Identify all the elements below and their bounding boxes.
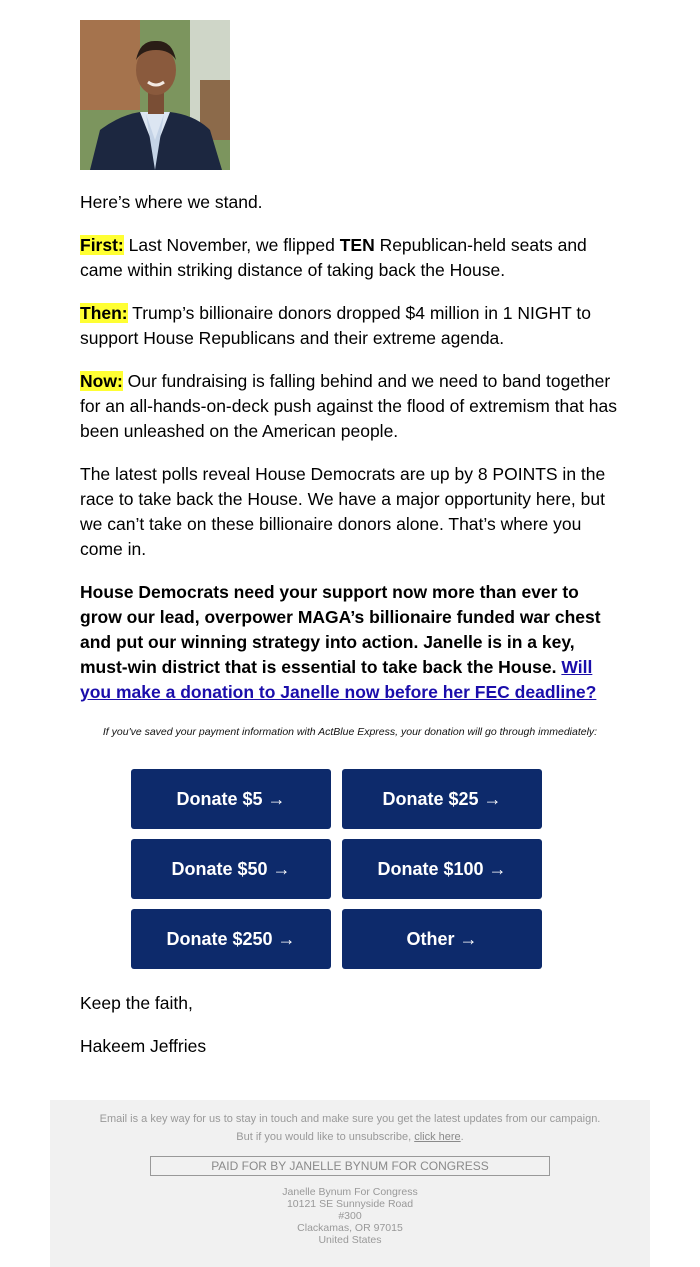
first-text-before: Last November, we flipped — [123, 235, 340, 255]
candidate-photo — [80, 20, 230, 170]
footer-info-text: Email is a key way for us to stay in touch and make sure you get the latest updates from our campaign. — [99, 1113, 601, 1125]
address-suite: #300 — [338, 1210, 362, 1222]
first-emphasis: TEN — [339, 235, 375, 255]
donation-link[interactable]: Will you make a donation to Janelle now before her FEC deadline? — [80, 657, 597, 702]
now-text: Our fundraising is falling behind and we need to band together for an all-hands-on-deck push against the flood of extremism that has been unleashed on the American people. — [80, 371, 617, 441]
donate-5-button[interactable]: Donate $5 → — [131, 769, 331, 829]
appeal-paragraph — [80, 580, 625, 705]
signoff-text: Keep the faith, — [80, 993, 193, 1013]
then-text: Trump’s billionaire donors dropped $4 million in 1 NIGHT to support House Republicans and their extreme agenda. — [80, 303, 591, 348]
first-paragraph — [80, 233, 625, 283]
address-country: United States — [318, 1234, 382, 1246]
now-label: Now: — [80, 371, 123, 391]
then-label: Then: — [80, 303, 128, 323]
actblue-note: If you've saved your payment information with ActBlue Express, your donation will go through immediately: — [102, 726, 598, 738]
polls-paragraph: The latest polls reveal House Democrats are up by 8 POINTS in the race to take back the House. We have a major opportunity here, but we can’t take on these billionaire donors alone. That’s where you come in. — [80, 464, 606, 559]
intro-text: Here’s where we stand. — [80, 192, 263, 212]
appeal-text: House Democrats need your support now more than ever to grow our lead, overpower MAGA’s billionaire funded war chest and put our winning strategy into action. Janelle is in a key, must-win district that is essential to take back the House. — [80, 582, 601, 677]
signature-name: Hakeem Jeffries — [80, 1036, 207, 1056]
unsubscribe-prefix: But if you would like to unsubscribe, — [236, 1131, 415, 1143]
first-text-after: Republican-held seats and came within striking distance of taking back the House. — [80, 235, 587, 280]
email-body — [80, 20, 625, 705]
address-name: Janelle Bynum For Congress — [282, 1186, 418, 1198]
donate-25-button[interactable]: Donate $25 → — [342, 769, 542, 829]
address-street: 10121 SE Sunnyside Road — [286, 1198, 414, 1210]
donate-100-button[interactable]: Donate $100 → — [342, 839, 542, 899]
address-city: Clackamas, OR 97015 — [297, 1222, 403, 1234]
unsubscribe-suffix: . — [460, 1131, 464, 1143]
email-footer — [50, 1100, 650, 1267]
donate-other-button[interactable]: Other → — [342, 909, 542, 969]
paid-for-disclaimer: PAID FOR BY JANELLE BYNUM FOR CONGRESS — [150, 1156, 550, 1176]
first-label: First: — [80, 235, 124, 255]
portrait-image — [80, 20, 230, 170]
donate-250-button[interactable]: Donate $250 → — [131, 909, 331, 969]
now-paragraph — [80, 369, 625, 444]
donate-50-button[interactable]: Donate $50 → — [131, 839, 331, 899]
footer-unsubscribe-line — [50, 1131, 650, 1143]
unsubscribe-link[interactable]: click here — [414, 1131, 461, 1143]
then-paragraph — [80, 301, 625, 351]
mailing-address — [50, 1186, 650, 1246]
